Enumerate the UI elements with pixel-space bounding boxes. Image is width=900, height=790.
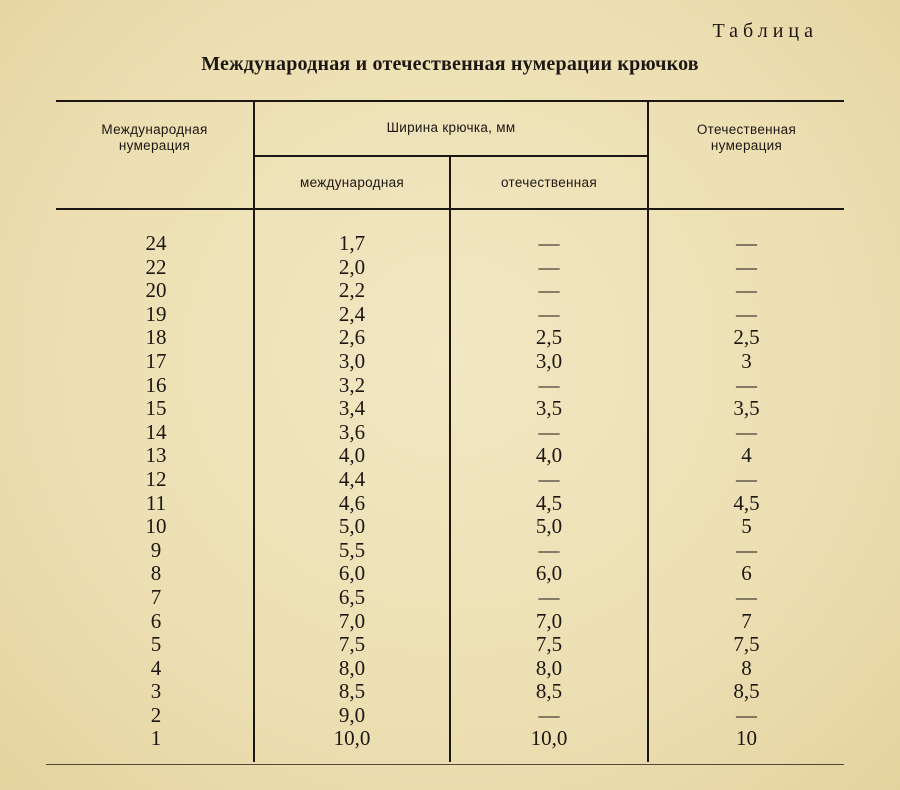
cell-domestic-number: —	[736, 231, 757, 255]
cell-width-domestic: 8,5	[535, 679, 563, 704]
cell-intl-number: 12	[145, 466, 167, 491]
cell-intl-number: 20	[145, 278, 167, 303]
cell-width-intl: 3,2	[338, 372, 366, 397]
cell-domestic-number: 5	[741, 514, 752, 539]
column-width-domestic	[451, 232, 647, 751]
cell-intl-number: 15	[145, 396, 167, 421]
cell-domestic-number: 8	[741, 655, 752, 680]
cell-domestic-number: —	[736, 419, 757, 444]
cell-domestic-number: 3,5	[733, 396, 760, 421]
cell-intl-number: 2	[150, 702, 162, 727]
cell-domestic-number: 6	[741, 561, 752, 586]
column-intl-number	[56, 232, 256, 751]
cell-intl-number: 10	[145, 514, 167, 539]
cell-intl-number: 6	[150, 608, 162, 633]
cell-domestic-number: 8,5	[733, 679, 760, 704]
cell-width-intl: 5,5	[338, 537, 366, 562]
column-width-intl	[255, 232, 449, 751]
cell-width-domestic: 10,0	[530, 726, 568, 751]
cell-width-domestic: 3,5	[535, 396, 563, 421]
cell-width-intl: 2,6	[338, 325, 366, 350]
cell-width-domestic: —	[538, 419, 560, 444]
cell-domestic-number: —	[736, 702, 757, 727]
cell-intl-number: 11	[145, 490, 167, 515]
cell-width-domestic: —	[538, 537, 560, 562]
cell-width-intl: 6,5	[338, 584, 366, 609]
cell-width-domestic: —	[538, 231, 560, 255]
cell-width-domestic: 4,0	[535, 443, 563, 468]
cell-width-domestic: 8,0	[535, 655, 563, 680]
cell-intl-number: 17	[145, 348, 167, 373]
cell-domestic-number: —	[736, 301, 757, 326]
column-domestic-number	[649, 232, 844, 751]
cell-width-intl: 2,0	[338, 254, 366, 279]
cell-domestic-number: —	[736, 254, 757, 279]
cell-width-intl: 3,4	[338, 396, 366, 421]
cell-intl-number: 13	[145, 443, 167, 468]
cell-width-domestic: 5,0	[535, 514, 563, 539]
cell-width-domestic: —	[538, 584, 560, 609]
cell-domestic-number: —	[736, 537, 757, 562]
cell-width-intl: 3,6	[338, 419, 366, 444]
cell-domestic-number: 7,5	[733, 632, 760, 657]
cell-intl-number: 19	[145, 301, 167, 326]
cell-domestic-number: —	[736, 584, 757, 609]
cell-intl-number: 24	[145, 231, 167, 255]
cell-intl-number: 8	[150, 561, 162, 586]
bottom-rule	[46, 764, 844, 765]
cell-intl-number: 18	[145, 325, 167, 350]
cell-intl-number: 4	[150, 655, 162, 680]
cell-width-domestic: —	[538, 254, 560, 279]
cell-width-intl: 3,0	[338, 348, 366, 373]
cell-intl-number: 3	[150, 679, 162, 704]
cell-width-domestic: 6,0	[535, 561, 563, 586]
cell-domestic-number: —	[736, 372, 757, 397]
cell-width-intl: 9,0	[338, 702, 366, 727]
width-group-rule	[254, 155, 648, 157]
cell-intl-number: 22	[145, 254, 167, 279]
cell-domestic-number: 7	[741, 608, 752, 633]
cell-domestic-number: —	[736, 278, 757, 303]
cell-width-intl: 7,5	[338, 632, 366, 657]
cell-intl-number: 1	[150, 726, 162, 751]
top-rule	[56, 100, 844, 102]
header-width-intl: международная	[299, 175, 405, 190]
cell-intl-number: 14	[145, 419, 167, 444]
cell-domestic-number: 10	[736, 726, 757, 751]
cell-intl-number: 7	[150, 584, 162, 609]
cell-width-intl: 10,0	[333, 726, 371, 751]
cell-width-domestic: —	[538, 372, 560, 397]
cell-width-intl: 4,0	[338, 443, 366, 468]
cell-width-intl: 6,0	[338, 561, 366, 586]
cell-width-domestic: 7,0	[535, 608, 563, 633]
cell-width-intl: 2,2	[338, 278, 366, 303]
cell-width-domestic: 2,5	[535, 325, 563, 350]
header-width-group: Ширина крючка, мм	[386, 120, 516, 135]
cell-domestic-number: 3	[741, 348, 752, 373]
cell-width-domestic: 3,0	[535, 348, 563, 373]
cell-intl-number: 5	[150, 632, 162, 657]
cell-width-domestic: 7,5	[535, 632, 563, 657]
cell-width-intl: 8,0	[338, 655, 366, 680]
cell-width-intl: 1,7	[338, 231, 366, 255]
cell-width-domestic: 4,5	[535, 490, 563, 515]
cell-width-domestic: —	[538, 466, 560, 491]
cell-domestic-number: 4,5	[733, 490, 760, 515]
cell-width-domestic: —	[538, 278, 560, 303]
cell-domestic-number: 4	[741, 443, 752, 468]
cell-width-intl: 2,4	[338, 301, 366, 326]
cell-width-intl: 4,6	[338, 490, 366, 515]
header-width-domestic: отечественная	[501, 175, 597, 190]
cell-intl-number: 9	[150, 537, 162, 562]
cell-domestic-number: 2,5	[733, 325, 760, 350]
cell-domestic-number: —	[736, 466, 757, 491]
header-intl-number: Международная нумерация	[101, 122, 208, 153]
cell-width-intl: 4,4	[338, 466, 366, 491]
cell-intl-number: 16	[145, 372, 167, 397]
header-domestic-number: Отечественная нумерация	[696, 122, 797, 153]
cell-width-intl: 5,0	[338, 514, 366, 539]
table-title: Международная и отечественная нумерации крючков	[201, 53, 699, 75]
cell-width-domestic: —	[538, 301, 560, 326]
cell-width-domestic: —	[538, 702, 560, 727]
cell-width-intl: 7,0	[338, 608, 366, 633]
cell-width-intl: 8,5	[338, 679, 366, 704]
table-label: Таблица	[712, 20, 818, 42]
